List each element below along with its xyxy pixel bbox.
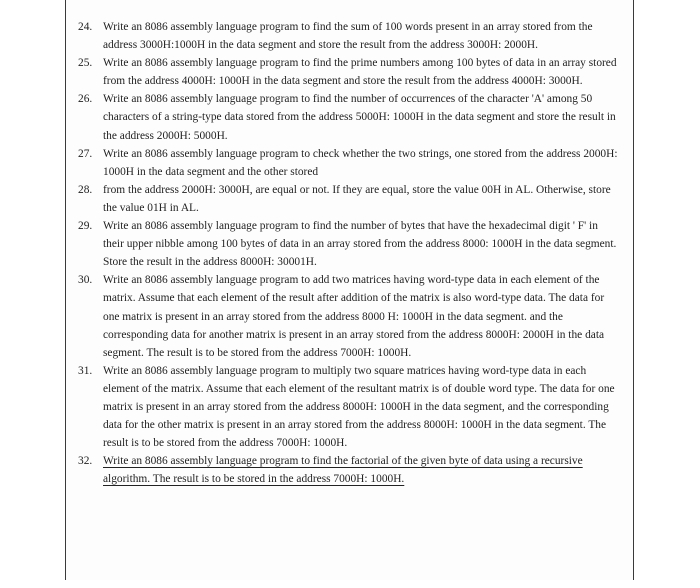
- question-text: from the address 2000H: 3000H, are equal or not. If they are equal, store the value 00H in AL. Otherwise, store the value 01H in AL.: [103, 183, 611, 214]
- question-number: 24.: [78, 21, 93, 33]
- question-25: [78, 54, 618, 90]
- question-number: 25.: [78, 57, 93, 70]
- question-29: [78, 217, 618, 271]
- question-28: [78, 181, 618, 217]
- question-number: 32.: [78, 455, 93, 468]
- question-list: [78, 18, 618, 488]
- question-text: Write an 8086 assembly language program to find the sum of 100 words present in an array stored from the address 3000H:1000H in the data segment and store the result from the address 3000H: 2000H.: [103, 21, 593, 52]
- question-text: Write an 8086 assembly language program to find the number of bytes that have the hexadecimal digit ' F' in their upper nibble among 100 bytes of data in an array stored from the address 8000: 1000H in the data segment. Store the result in the address 8000H: 30001H.: [103, 220, 617, 269]
- question-27: [78, 145, 618, 181]
- question-number: 27.: [78, 147, 93, 160]
- question-31: [78, 362, 618, 452]
- question-text: Write an 8086 assembly language program to find the number of occurrences of the character 'A' among 50 characters of a string-type data stored from the address 5000H: 1000H in the data segment and store the result in the address 2000H: 5000H.: [103, 93, 616, 142]
- question-text: Write an 8086 assembly language program to find the factorial of the given byte of data using a recursive algorithm. The result is to be stored in the address 7000H: 1000H.: [103, 455, 583, 486]
- question-text: Write an 8086 assembly language program to find the prime numbers among 100 bytes of data in an array stored from the address 4000H: 1000H in the data segment and store the result from the address 4000H: 3000H.: [103, 57, 617, 88]
- question-number: 28.: [78, 183, 93, 196]
- question-26: [78, 90, 618, 144]
- question-text: Write an 8086 assembly language program to add two matrices having word-type data in each element of the matrix. Assume that each element of the result after addition of the matrix is also word-type data. The data for one matrix is present in an array stored from the address 8000 H: 1000H in the data segment. and the corresponding data for another matrix is present in an array stored from the address 8000H: 2000H in the data segment. The result is to be stored from the address 7000H: 1000H.: [103, 274, 605, 359]
- question-30: [78, 271, 618, 361]
- question-number: 29.: [78, 220, 93, 233]
- question-number: 31.: [78, 364, 93, 377]
- question-text: Write an 8086 assembly language program to check whether the two strings, one stored from the address 2000H: 1000H in the data segment and the other stored: [103, 147, 618, 178]
- question-32: [78, 452, 618, 488]
- question-number: 30.: [78, 274, 93, 287]
- question-text: Write an 8086 assembly language program to multiply two square matrices having word-type data in each element of the matrix. Assume that each element of the resultant matrix is of double word type. The data for one matrix is present in an array stored from the address 8000H: 1000H in the data segment, and the corresponding data for the other matrix is present in an array stored from the address 8000H: 1000H in the data segment. The result is to be stored from the address 7000H: 1000H.: [103, 364, 615, 450]
- question-number: 26.: [78, 93, 93, 106]
- question-24: [78, 18, 618, 54]
